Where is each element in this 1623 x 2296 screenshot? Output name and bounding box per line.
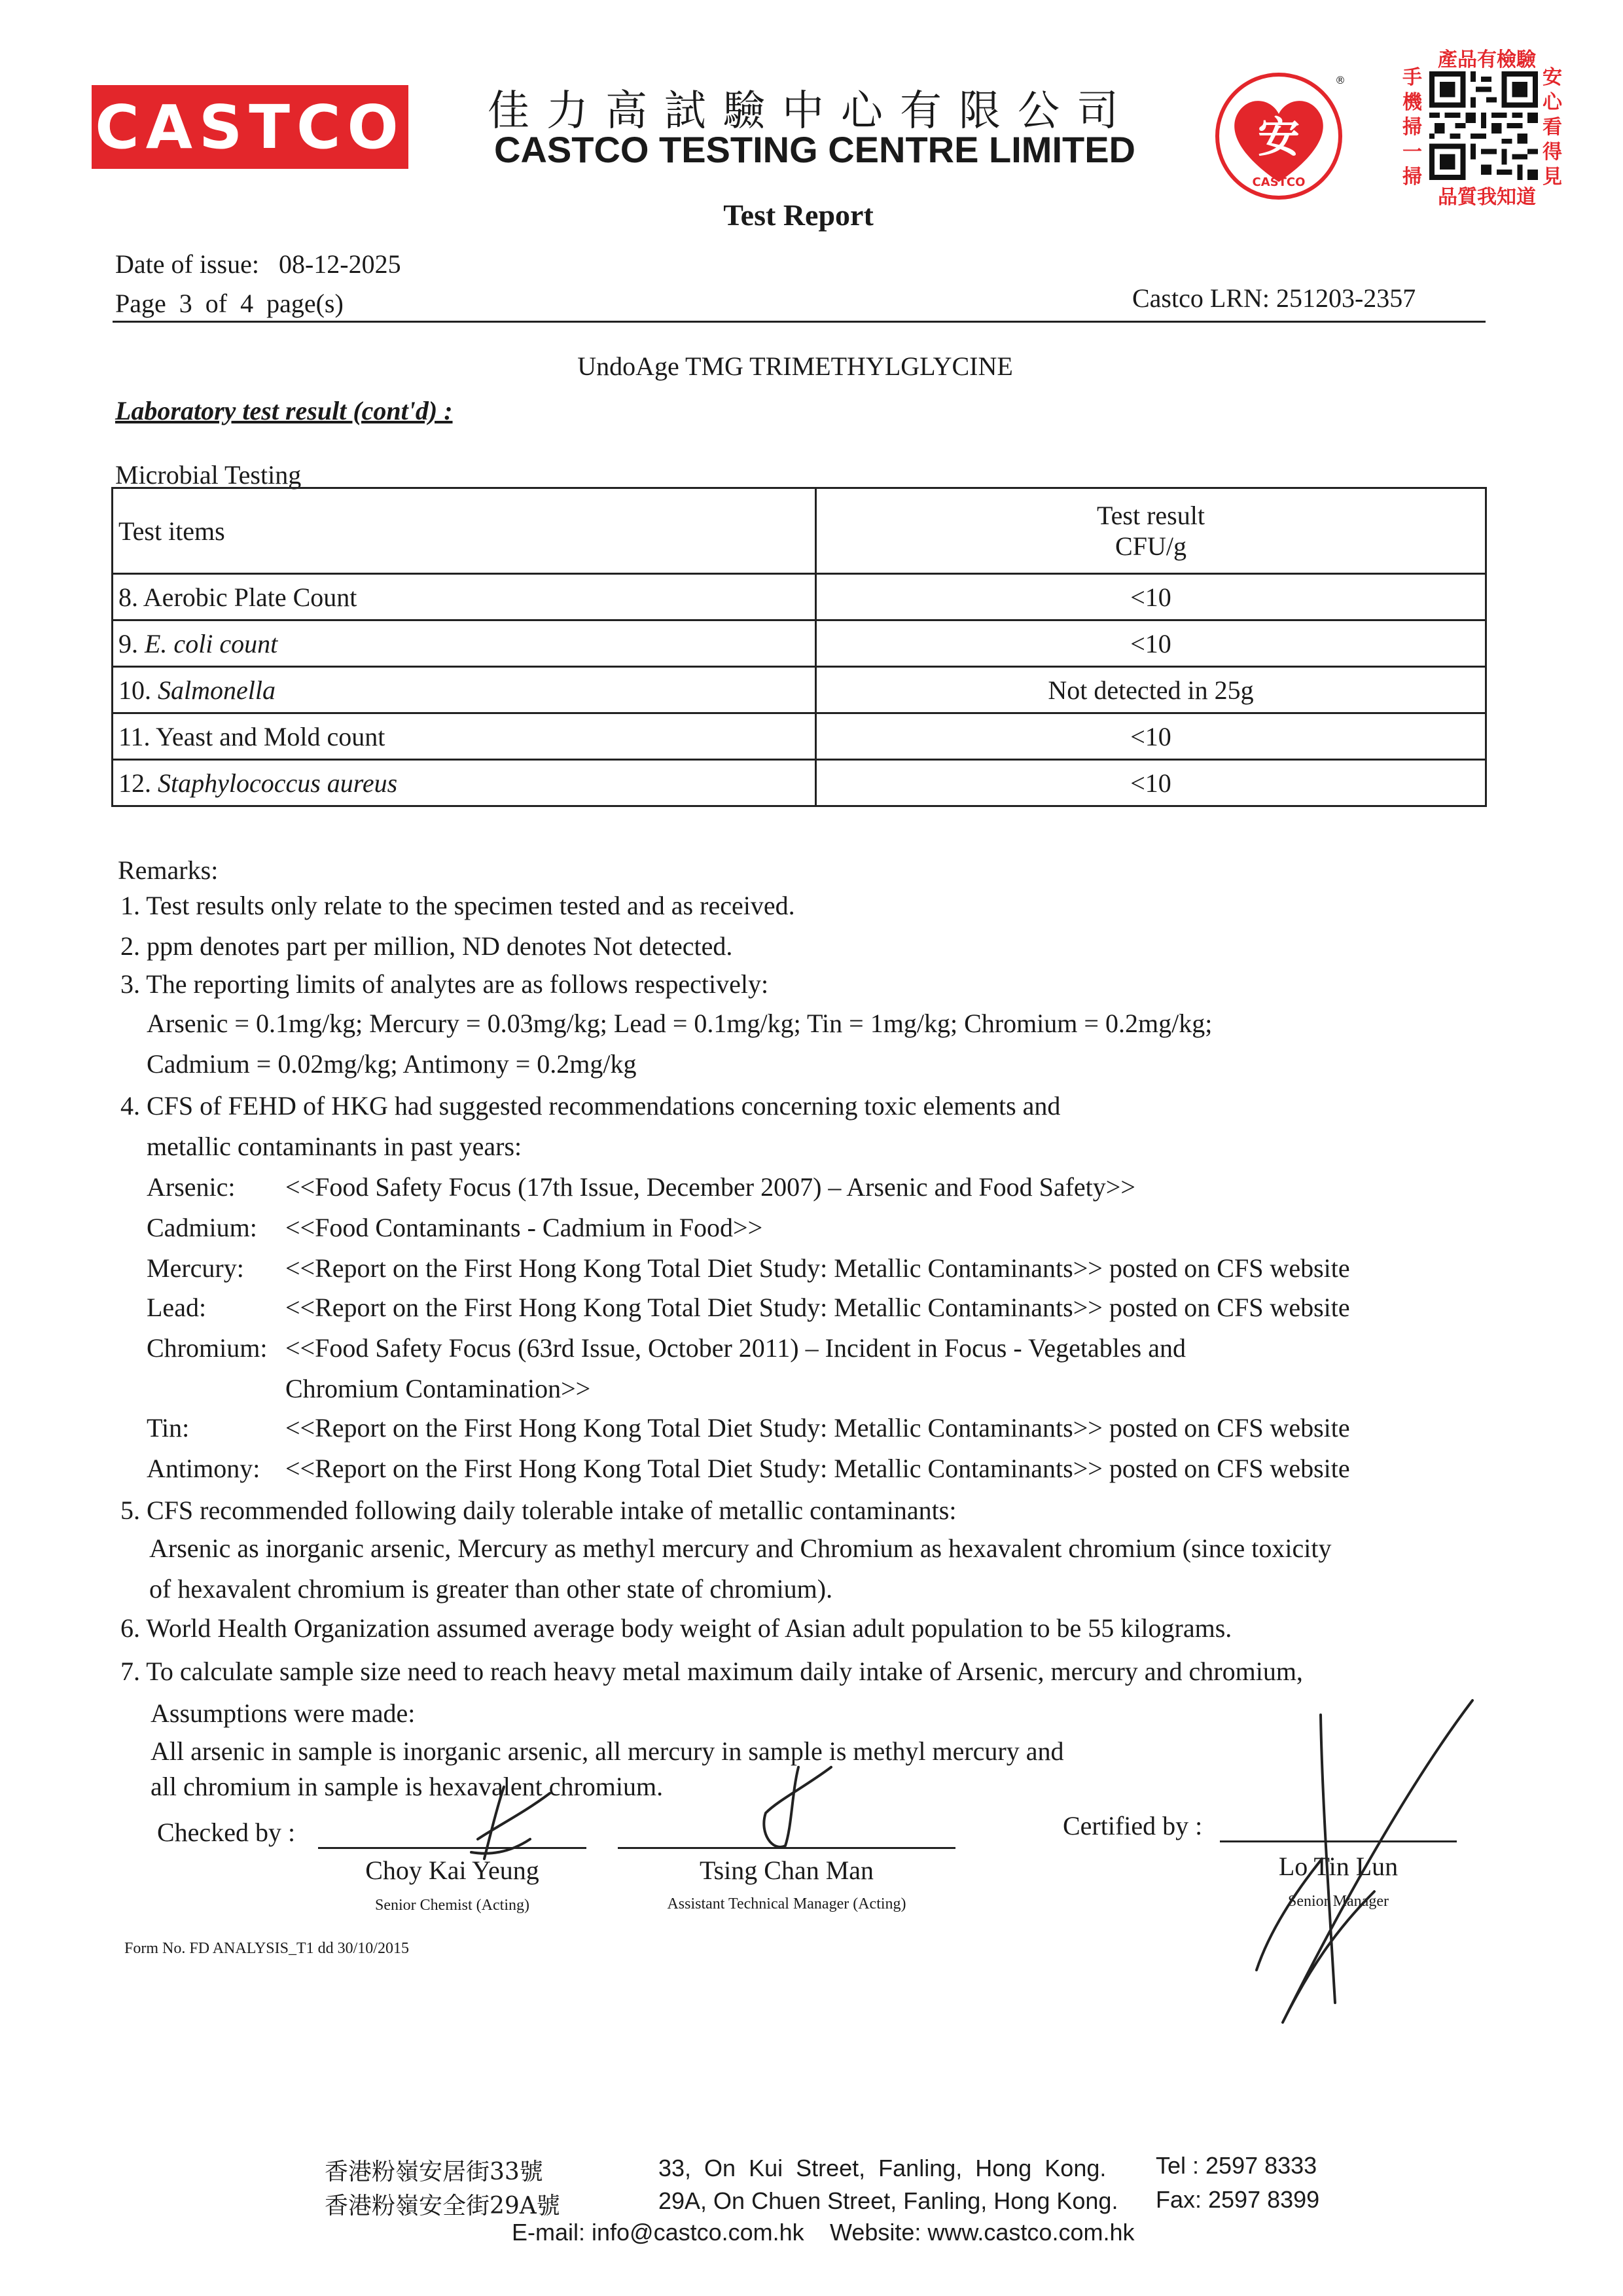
lrn-label: Castco LRN: xyxy=(1132,283,1270,313)
castco-heart-seal-icon xyxy=(1212,69,1349,200)
reference-item xyxy=(147,1453,1350,1484)
remark-5-line2: Arsenic as inorganic arsenic, Mercury as methyl mercury and Chromium as hexavalent chromium (since toxicity xyxy=(149,1534,1332,1563)
test-item-name: Yeast and Mold count xyxy=(156,721,385,751)
reference-text: <<Food Safety Focus (17th Issue, December 2007) – Arsenic and Food Safety>> xyxy=(285,1172,1135,1202)
signer-3-title: Senior Manager xyxy=(1288,1893,1389,1910)
table-row: 9. E. coli count <10 xyxy=(113,620,1486,667)
page-total: 4 xyxy=(240,289,254,318)
signer-2-name: Tsing Chan Man xyxy=(699,1856,874,1885)
test-item-name: Aerobic Plate Count xyxy=(143,582,357,612)
remark-1: 1. Test results only relate to the specimen tested and as received. xyxy=(120,891,795,920)
result-unit: CFU/g xyxy=(1115,531,1186,561)
reference-label: Antimony: xyxy=(147,1454,260,1483)
remarks-title: Remarks: xyxy=(118,855,219,885)
table-row: 8. Aerobic Plate Count <10 xyxy=(113,574,1486,620)
signer-1-title: Senior Chemist (Acting) xyxy=(375,1897,529,1914)
footer-address-1-english: 33, On Kui Street, Fanling, Hong Kong. xyxy=(658,2155,1107,2181)
remark-4-line2: metallic contaminants in past years: xyxy=(147,1132,522,1161)
remark-7-line3: All arsenic in sample is inorganic arsenic, all mercury in sample is methyl mercury and xyxy=(151,1736,1064,1766)
test-result-value: <10 xyxy=(816,713,1486,760)
reference-label: Mercury: xyxy=(147,1253,244,1283)
signature-1-mark xyxy=(458,1780,556,1872)
seal-character: 安 xyxy=(1258,114,1300,162)
signature-3-mark xyxy=(1230,1695,1479,2036)
checked-by-label: Checked by : xyxy=(157,1818,296,1847)
reference-label: Cadmium: xyxy=(147,1213,257,1242)
reference-item xyxy=(147,1212,762,1243)
qr-caption-right: 安 心 看 得 見 xyxy=(1543,66,1562,188)
test-result-value: <10 xyxy=(816,574,1486,620)
subsection-title: Microbial Testing xyxy=(115,460,302,490)
remark-5-line3: of hexavalent chromium is greater than other state of chromium). xyxy=(149,1574,833,1604)
microbial-results-table xyxy=(111,487,1487,807)
registered-mark: ® xyxy=(1335,74,1346,86)
header-divider xyxy=(113,321,1486,323)
qr-caption-bottom: 品質我知道 xyxy=(1438,186,1536,209)
table-row: 11. Yeast and Mold count <10 xyxy=(113,713,1486,760)
footer-telephone: Tel : 2597 8333 xyxy=(1156,2152,1317,2179)
table-row: 10. Salmonella Not detected in 25g xyxy=(113,667,1486,713)
remark-2: 2. ppm denotes part per million, ND denotes Not detected. xyxy=(120,931,733,961)
test-result-value: <10 xyxy=(816,620,1486,667)
remark-3-limits-line2: Cadmium = 0.02mg/kg; Antimony = 0.2mg/kg xyxy=(147,1049,637,1079)
castco-lrn xyxy=(1132,283,1416,314)
remark-7-line2: Assumptions were made: xyxy=(151,1698,416,1728)
remark-4: 4. CFS of FEHD of HKG had suggested recommendations concerning toxic elements and xyxy=(120,1091,1061,1121)
section-title: Laboratory test result (cont'd) : xyxy=(115,396,453,425)
date-label: Date of issue: xyxy=(115,249,259,279)
form-number: Form No. FD ANALYSIS_T1 dd 30/10/2015 xyxy=(124,1940,409,1957)
test-result-value: <10 xyxy=(816,760,1486,806)
test-result-value: Not detected in 25g xyxy=(816,667,1486,713)
reference-text: <<Report on the First Hong Kong Total Diet Study: Metallic Contaminants>> posted on CFS website xyxy=(285,1293,1350,1322)
signature-2-mark xyxy=(746,1761,838,1859)
table-header-row xyxy=(113,488,1486,574)
footer-address-2-english: 29A, On Chuen Street, Fanling, Hong Kong. xyxy=(658,2187,1118,2214)
remark-6: 6. World Health Organization assumed average body weight of Asian adult population to be 55 kilograms. xyxy=(120,1613,1232,1643)
castco-logo: CASTCO xyxy=(92,85,408,169)
column-header-test-result: Test result CFU/g xyxy=(816,488,1486,574)
reference-item xyxy=(147,1412,1350,1443)
signer-2-title: Assistant Technical Manager (Acting) xyxy=(667,1895,906,1912)
footer-email: E-mail: info@castco.com.hk xyxy=(512,2219,804,2246)
page-indicator: Page 3 of 4 page(s) xyxy=(115,289,344,318)
reference-text: <<Report on the First Hong Kong Total Diet Study: Metallic Contaminants>> posted on CFS website xyxy=(285,1253,1350,1283)
seal-text: CASTCO xyxy=(1252,175,1306,189)
page-number: 3 xyxy=(179,289,192,318)
signer-1-name: Choy Kai Yeung xyxy=(365,1856,539,1885)
reference-text: Chromium Contamination>> xyxy=(285,1374,591,1403)
qr-code-icon xyxy=(1429,69,1538,182)
footer-address-1-chinese: 香港粉嶺安居街33號 xyxy=(325,2159,543,2185)
column-header-test-items: Test items xyxy=(113,488,816,574)
reference-text: <<Report on the First Hong Kong Total Diet Study: Metallic Contaminants>> posted on CFS website xyxy=(285,1413,1350,1443)
remark-7: 7. To calculate sample size need to reach heavy metal maximum daily intake of Arsenic, mercury and chromium, xyxy=(120,1657,1303,1686)
reference-label: Arsenic: xyxy=(147,1172,236,1202)
reference-item xyxy=(147,1373,590,1404)
reference-item xyxy=(147,1333,1186,1363)
certified-by-label: Certified by : xyxy=(1063,1811,1203,1840)
test-item-name: E. coli count xyxy=(145,628,278,658)
lrn-value: 251203-2357 xyxy=(1275,283,1416,313)
reference-label: Chromium: xyxy=(147,1333,268,1363)
document-title: Test Report xyxy=(723,198,874,232)
reference-text: <<Report on the First Hong Kong Total Diet Study: Metallic Contaminants>> posted on CFS website xyxy=(285,1454,1350,1483)
footer-address-2-chinese: 香港粉嶺安全街29A號 xyxy=(325,2193,560,2219)
product-name: UndoAge TMG TRIMETHYLGLYCINE xyxy=(577,351,1013,381)
date-of-issue xyxy=(115,249,401,279)
remark-3-limits-line1: Arsenic = 0.1mg/kg; Mercury = 0.03mg/kg; Lead = 0.1mg/kg; Tin = 1mg/kg; Chromium = 0.2mg/kg; xyxy=(147,1009,1213,1038)
qr-caption-left: 手 機 掃 一 掃 xyxy=(1402,66,1422,188)
signer-3-name: Lo Tin Lun xyxy=(1278,1852,1399,1881)
reference-item xyxy=(147,1172,1135,1202)
company-name-chinese: 佳力高試驗中心有限公司 xyxy=(488,87,1135,135)
test-item-name: Staphylococcus aureus xyxy=(158,768,398,798)
reference-item xyxy=(147,1253,1350,1283)
reference-label: Tin: xyxy=(147,1413,190,1443)
remark-7-line4: all chromium in sample is hexavalent chromium. xyxy=(151,1772,664,1801)
remark-5: 5. CFS recommended following daily tolerable intake of metallic contaminants: xyxy=(120,1496,957,1525)
company-name-english: CASTCO TESTING CENTRE LIMITED xyxy=(494,129,1135,170)
remark-3: 3. The reporting limits of analytes are as follows respectively: xyxy=(120,969,769,999)
reference-label: Lead: xyxy=(147,1293,207,1322)
reference-text: <<Food Safety Focus (63rd Issue, October 2011) – Incident in Focus - Vegetables and xyxy=(285,1333,1186,1363)
table-row: 12. Staphylococcus aureus <10 xyxy=(113,760,1486,806)
footer-fax: Fax: 2597 8399 xyxy=(1156,2186,1320,2213)
reference-item xyxy=(147,1292,1350,1323)
qr-caption-top: 產品有檢驗 xyxy=(1438,48,1536,71)
date-value: 08-12-2025 xyxy=(278,249,401,279)
reference-text: <<Food Contaminants - Cadmium in Food>> xyxy=(285,1213,763,1242)
footer-website: Website: www.castco.com.hk xyxy=(830,2219,1135,2246)
test-item-name: Salmonella xyxy=(158,675,276,705)
